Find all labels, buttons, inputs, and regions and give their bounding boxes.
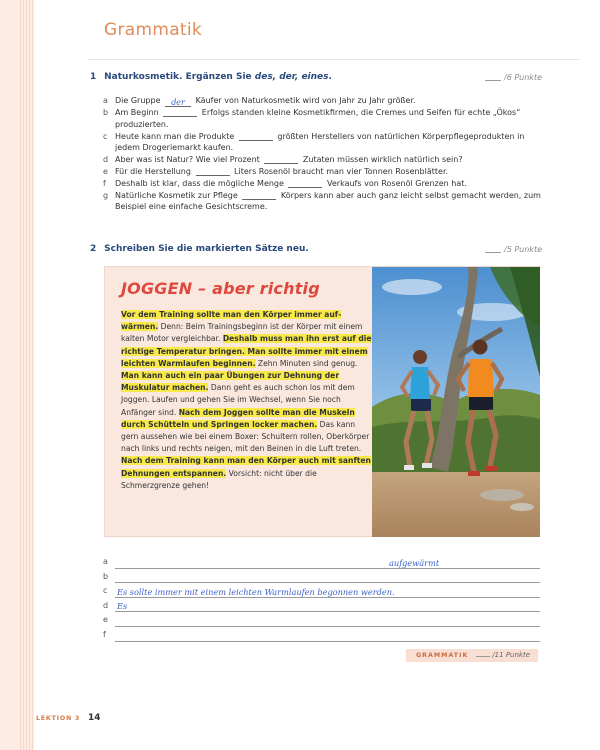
exercise-2-number: 2 bbox=[90, 244, 97, 254]
answer-line-e[interactable]: e bbox=[103, 614, 540, 629]
exercise-2-title: Schreiben Sie die markierten Sätze neu. bbox=[104, 244, 309, 254]
exercise-1-score-input[interactable] bbox=[485, 73, 501, 81]
answer-lines bbox=[103, 556, 540, 644]
page-title: Grammatik bbox=[104, 20, 203, 40]
highlighted-sentence: Deshalb muss man ihn erst auf die richtige Temperatur bringen. Man sollte immer mit einem leichten Warmlaufen beginnen. bbox=[121, 334, 372, 368]
handwritten-answer-c: Es sollte immer mit einem leichten Warmlaufen begonnen werden. bbox=[117, 586, 395, 597]
text-segment: Denn: Beim Trainingsbeginn ist der Körper mit einem kalten Motor vergleichbar. bbox=[121, 322, 363, 344]
text-segment: Das kann gern aussehen wie bei einem Boxer: Schultern rollen, Oberkörper nach links und rechts neigen, mit den Beinen in die Luft treten. bbox=[121, 419, 370, 454]
grammar-score-summary bbox=[406, 649, 538, 662]
exercise-item-d: d Aber was ist Natur? Wie viel Prozent Zutaten müssen wirklich natürlich sein? bbox=[103, 155, 463, 165]
reading-text-panel bbox=[104, 266, 540, 537]
answer-line-c[interactable]: c Es sollte immer mit einem leichten Warmlaufen begonnen werden. bbox=[103, 585, 540, 600]
text-segment: Vorsicht: nicht über die Schmerzgrenze gehen! bbox=[121, 468, 317, 490]
exercise-1-points: /6 Punkte bbox=[485, 73, 542, 82]
answer-gap-b[interactable] bbox=[163, 108, 197, 117]
exercise-item-f: f Deshalb ist klar, dass die mögliche Menge Verkaufs von Rosenöl Grenzen hat. bbox=[103, 178, 467, 188]
exercise-2-points: /5 Punkte bbox=[485, 245, 542, 254]
text-segment: Dann geht es auch schon los mit dem Joggen. Laufen und gehen Sie im Wechsel, wenn Sie noch Anfänger sind. bbox=[121, 383, 355, 417]
summary-label: GRAMMATIK bbox=[416, 652, 469, 659]
total-score-input[interactable] bbox=[476, 650, 490, 657]
joggers-photo bbox=[372, 267, 540, 537]
decorative-side-strip bbox=[0, 0, 34, 750]
highlighted-sentence: Nach dem Joggen sollte man die Muskeln durch Schütteln und Springen locker machen. bbox=[121, 407, 355, 429]
exercise-item-c: c Heute kann man die Produkte größten Herstellers von natürlichen Körperpflegeprodukten in jedem Drogeriemarkt kaufen. bbox=[103, 131, 525, 153]
answer-line-d[interactable]: d Es bbox=[103, 600, 540, 615]
answer-gap-a[interactable]: der bbox=[165, 98, 191, 107]
panel-title: JOGGEN – aber richtig bbox=[121, 279, 320, 298]
footer-lesson-label: LEKTION 3 bbox=[36, 715, 81, 722]
exercise-item-b: b Am Beginn Erfolgs standen kleine Kosmetikfirmen, die Cremes und Seifen für echte „Ökos“ produzierten. bbox=[103, 108, 521, 129]
answer-gap-f[interactable] bbox=[288, 179, 322, 188]
exercise-2-score-input[interactable] bbox=[485, 245, 501, 253]
exercise-1-title-end: . bbox=[328, 72, 332, 82]
highlighted-sentence: Man kann auch ein paar Übungen zur Dehnung der Muskulatur machen. bbox=[121, 371, 340, 393]
header-divider bbox=[88, 59, 580, 60]
exercise-1-number: 1 bbox=[90, 72, 97, 82]
answer-gap-d[interactable] bbox=[264, 155, 298, 164]
panel-text bbox=[121, 309, 373, 492]
answer-line-f[interactable]: f bbox=[103, 629, 540, 644]
exercise-1-title-emphasis: des, der, eines bbox=[254, 72, 329, 82]
handwritten-answer-a: aufgewärmt bbox=[389, 557, 440, 568]
highlighted-sentence: Vor dem Training sollte man den Körper immer aufwärmen. bbox=[121, 310, 342, 332]
highlighted-sentence: Nach dem Training kann man den Körper auch mit sanften Dehnungen entspannen. bbox=[121, 456, 371, 478]
exercise-item-a: a Die Gruppe der Käufer von Naturkosmetik wird von Jahr zu Jahr größer. bbox=[103, 96, 416, 107]
joggers-photo-illustration bbox=[372, 267, 540, 537]
answer-gap-c[interactable] bbox=[239, 132, 273, 141]
handwritten-answer-d: Es bbox=[117, 601, 128, 612]
page-number: 14 bbox=[88, 713, 101, 723]
exercise-1-title: Naturkosmetik. Ergänzen Sie bbox=[104, 72, 255, 82]
answer-gap-g[interactable] bbox=[242, 191, 276, 200]
exercise-1-items bbox=[103, 95, 543, 213]
answer-gap-e[interactable] bbox=[196, 167, 230, 176]
exercise-2-heading bbox=[90, 244, 309, 254]
exercise-item-g: g Natürliche Kosmetik zur Pflege Körpers kann aber auch ganz leicht selbst gemacht werden, zum Beispiel eine einfache Gesichtscreme. bbox=[103, 190, 541, 212]
exercise-1-heading bbox=[90, 72, 332, 82]
answer-line-a[interactable]: a aufgewärmt bbox=[103, 556, 540, 571]
exercise-item-e: e Für die Herstellung Liters Rosenöl braucht man vier Tonnen Rosenblätter. bbox=[103, 166, 449, 176]
answer-line-b[interactable]: b bbox=[103, 571, 540, 586]
text-segment: Zehn Minuten sind genug. bbox=[255, 358, 358, 368]
summary-points: /11 Punkte bbox=[492, 651, 531, 659]
